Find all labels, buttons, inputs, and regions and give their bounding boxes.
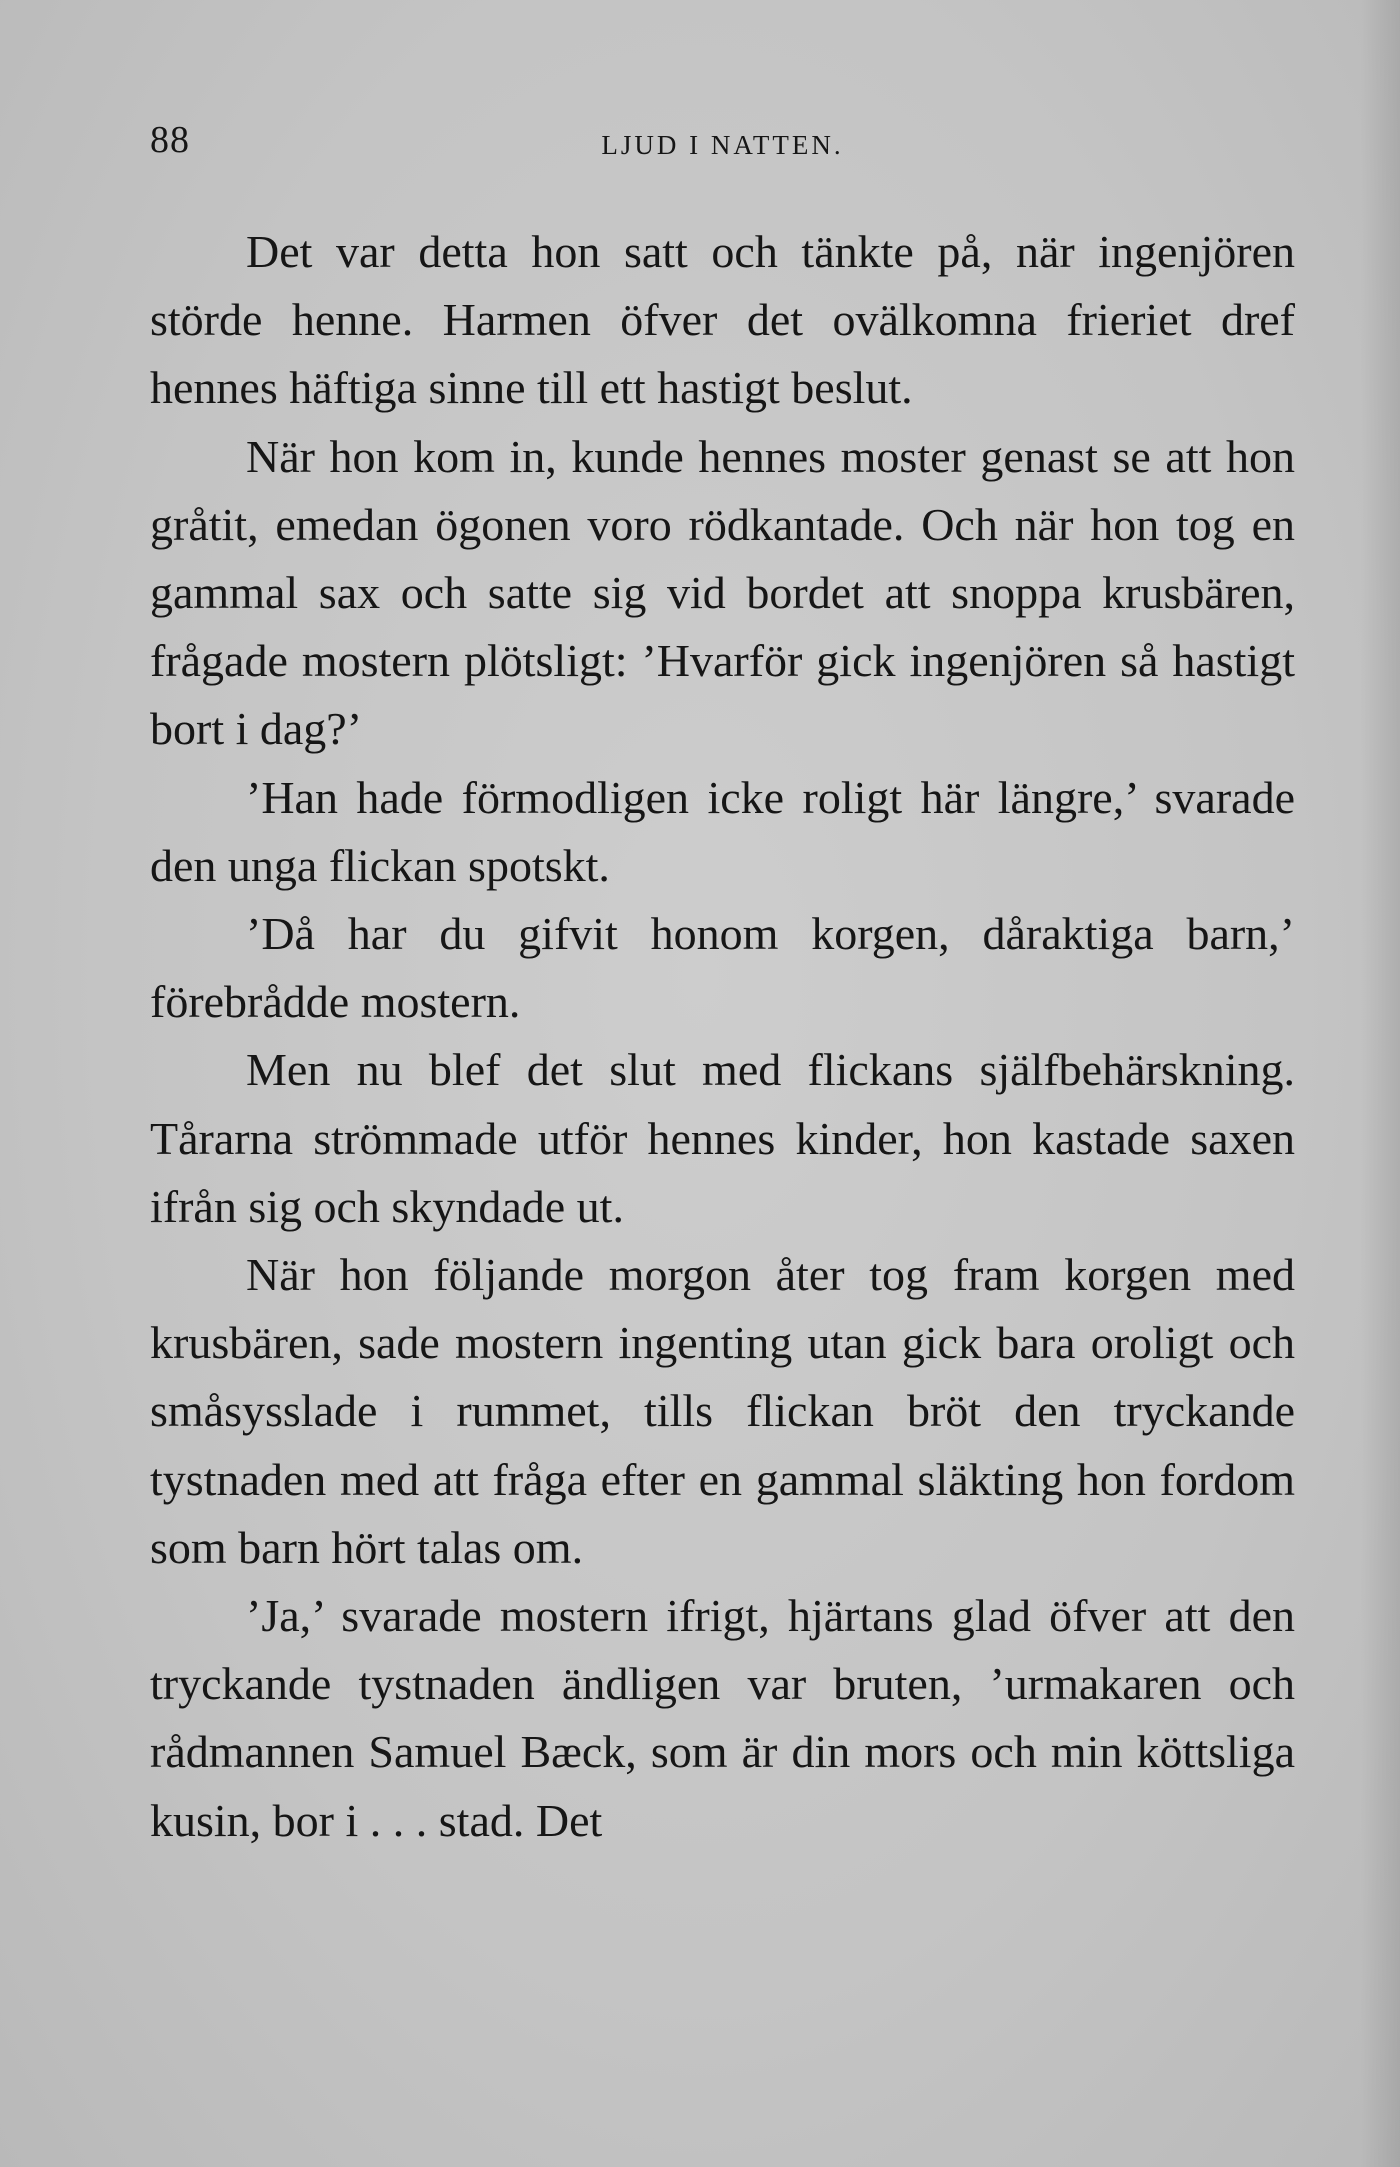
paragraph: Det var detta hon satt och tänkte på, när ingenjören störde henne. Harmen öfver det ovälkomna frieriet dref hennes häftiga sinne till ett hastigt beslut. [150,226,1295,414]
page-number: 88 [150,119,190,161]
paragraph: Men nu blef det slut med flickans själfbehärskning. Tårarna strömmade utför hennes kinder, hon kastade saxen ifrån sig och skyndade ut. [150,1044,1295,1232]
paragraph: ’Då har du gifvit honom korgen, dåraktiga barn,’ förebrådde mostern. [150,908,1295,1028]
paragraph: När hon följande morgon åter tog fram korgen med krusbären, sade mostern ingenting utan gick bara oroligt och småsysslade i rummet, tills flickan bröt den tryckande tystnaden med att fråga efter en gammal släkting hon fordom som barn hört talas om. [150,1249,1295,1573]
paragraph: När hon kom in, kunde hennes moster genast se att hon gråtit, emedan ögonen voro rödkantade. Och när hon tog en gammal sax och satte sig vid bordet att snoppa krusbären, frågade mostern plötsligt: ’Hvarför gick ingenjören så hastigt bort i dag?’ [150,430,1295,755]
paragraph: ’Ja,’ svarade mostern ifrigt, hjärtans glad öfver att den tryckande tystnaden ändligen var bruten, ’urmakaren och rådmannen Samuel Bæck, som är din mors och min köttsliga kusin, bor i . . . stad. Det [150,1590,1295,1846]
paragraph: ’Han hade förmodligen icke roligt här längre,’ svarade den unga flickan spotskt. [150,771,1295,891]
running-title: LJUD I NATTEN. [601,130,844,160]
body-text [150,218,1295,1855]
page-header [150,118,1295,178]
